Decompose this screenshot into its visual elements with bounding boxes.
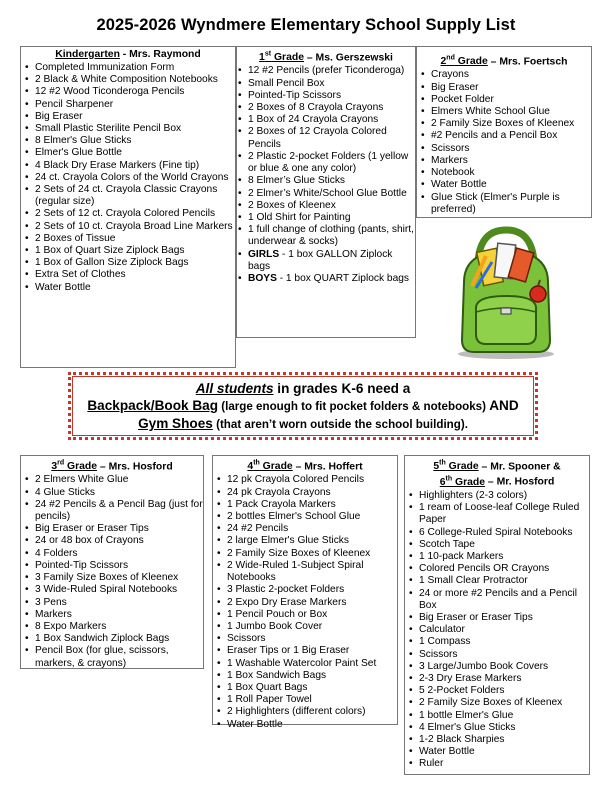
list-item: • #2 Pencils and a Pencil Box (417, 130, 591, 142)
list-item: • 2 Family Size Boxes of Kleenex (417, 118, 591, 130)
fourth-grade-list-box (212, 455, 398, 730)
list-item: • 12 pk Crayola Colored Pencils (213, 474, 397, 486)
list-item: • 2 Elmers White Glue (21, 474, 203, 486)
list-item: • Small Plastic Sterilite Pencil Box (21, 123, 235, 135)
list-item: • Water Bottle (213, 719, 397, 731)
list-item: • 5 2-Pocket Folders (405, 685, 589, 697)
list-item: • 4 Folders (21, 548, 203, 560)
second-grade-number: 2 (440, 56, 447, 68)
second-grade-header (417, 53, 591, 68)
list-item: • 2 Elmer’s White/School Glue Bottle (237, 188, 415, 200)
fifth-grade-label: Grade (445, 461, 479, 473)
list-item: • 1 Roll Paper Towel (213, 694, 397, 706)
fifth-grade-number: 5 (433, 461, 440, 473)
list-item: • 2 Expo Dry Erase Markers (213, 597, 397, 609)
banner-all-students: All students (195, 381, 274, 396)
list-item: • 24 #2 Pencils & a Pencil Bag (just for pencils) (21, 499, 203, 523)
list-item: • 2 Black & White Composition Notebooks (21, 74, 235, 86)
list-item: • 8 Elmer’s Glue Sticks (237, 175, 415, 187)
banner-backpack-note: (large enough to fit pocket folders & notebooks) (218, 400, 490, 413)
list-item: • 1 Pencil Pouch or Box (213, 609, 397, 621)
list-item: • Water Bottle (21, 282, 235, 294)
list-item: • 1-2 Black Sharpies (405, 734, 589, 746)
sixth-grade-teacher: – Mr. Hosford (485, 476, 555, 488)
all-students-banner (68, 372, 538, 440)
list-item: • 24 or 48 box of Crayons (21, 535, 203, 547)
third-grade-list-box (20, 455, 204, 669)
list-item: • 2-3 Dry Erase Markers (405, 673, 589, 685)
list-item: • 24 #2 Pencils (213, 523, 397, 535)
fourth-grade-number: 4 (247, 461, 254, 473)
list-item: • 2 Family Size Boxes of Kleenex (405, 697, 589, 709)
girls-text: - 1 box GALLON Ziplock bags (248, 248, 393, 272)
first-grade-label: Grade (271, 52, 304, 64)
fifth-grade-teacher: – Mr. Spooner & (478, 461, 561, 473)
backpack-illustration (446, 222, 566, 362)
list-item: • Pointed-Tip Scissors (237, 90, 415, 102)
third-grade-header (21, 458, 203, 473)
list-item: • 1 Washable Watercolor Paint Set (213, 658, 397, 670)
list-item: • 2 Boxes of 8 Crayola Crayons (237, 102, 415, 114)
list-item: • 2 Wide-Ruled 1-Subject Spiral Notebooks (213, 560, 397, 584)
fourth-grade-items (213, 474, 397, 730)
list-item: • 3 Pens (21, 597, 203, 609)
fourth-grade-suffix: th (253, 460, 260, 467)
banner-and: AND (489, 398, 519, 413)
list-item: • Elmer's Glue Bottle (21, 147, 235, 159)
kindergarten-grade-label: Kindergarten (55, 49, 120, 60)
list-item: • Highlighters (2-3 colors) (405, 490, 589, 502)
fourth-grade-header (213, 458, 397, 473)
fifth-sixth-grade-items (405, 490, 589, 771)
sixth-grade-suffix: th (445, 475, 453, 483)
second-grade-suffix: nd (446, 55, 455, 62)
first-grade-items (237, 65, 415, 248)
fourth-grade-label: Grade (259, 461, 293, 473)
fifth-sixth-grade-list-box (404, 455, 590, 775)
list-item: • 2 Family Size Boxes of Kleenex (213, 548, 397, 560)
list-item: • Scissors (213, 633, 397, 645)
third-grade-number: 3 (51, 461, 58, 473)
list-item: • Calculator (405, 624, 589, 636)
list-item: • Eraser Tips or 1 Big Eraser (213, 645, 397, 657)
first-grade-teacher: – Ms. Gerszewski (303, 52, 393, 64)
list-item: • Pointed-Tip Scissors (21, 560, 203, 572)
list-item: • 3 Family Size Boxes of Kleenex (21, 572, 203, 584)
list-item: • 2 bottles Elmer's School Glue (213, 511, 397, 523)
list-item: • 2 Boxes of Kleenex (237, 200, 415, 212)
apple-icon (530, 286, 546, 302)
list-item: • Scissors (405, 649, 589, 661)
list-item: • 8 Expo Markers (21, 621, 203, 633)
list-item: • 2 Boxes of 12 Crayola Colored Pencils (237, 126, 415, 150)
list-item: • Big Eraser (21, 111, 235, 123)
list-item: • 1 bottle Elmer's Glue (405, 710, 589, 722)
banner-backpack: Backpack/Book Bag (87, 398, 219, 413)
sixth-grade-number: 6 (439, 476, 446, 488)
list-item: • 1 Old Shirt for Painting (237, 212, 415, 224)
list-item (237, 249, 415, 273)
kindergarten-teacher: - Mrs. Raymond (119, 49, 201, 60)
list-item: • Extra Set of Clothes (21, 269, 235, 281)
first-grade-suffix: st (264, 51, 272, 58)
list-item: • 1 Compass (405, 636, 589, 648)
second-grade-teacher: – Mrs. Foertsch (487, 56, 568, 68)
list-item: • 2 Plastic 2-pocket Folders (1 yellow or blue & one any color) (237, 151, 415, 175)
boys-label: BOYS (248, 272, 277, 284)
list-item: • 2 Sets of 12 ct. Crayola Colored Pencils (21, 208, 235, 220)
list-item: • 2 Sets of 24 ct. Crayola Classic Crayons (regular size) (21, 184, 235, 208)
list-item: • 12 #2 Wood Ticonderoga Pencils (21, 86, 235, 98)
list-item: • 12 #2 Pencils (prefer Ticonderoga) (237, 65, 415, 77)
list-item: • 6 College-Ruled Spiral Notebooks (405, 527, 589, 539)
list-item: • 3 Plastic 2-pocket Folders (213, 584, 397, 596)
zipper-pull-icon (501, 308, 511, 314)
list-item: • 1 ream of Loose-leaf College Ruled Paper (405, 502, 589, 526)
list-item: • 1 Box of Gallon Size Ziplock Bags (21, 257, 235, 269)
list-item: • Big Eraser or Eraser Tips (405, 612, 589, 624)
list-item: • Big Eraser or Eraser Tips (21, 523, 203, 535)
list-item: • 1 10-pack Markers (405, 551, 589, 563)
list-item: • Pocket Folder (417, 94, 591, 106)
list-item: • Ruler (405, 758, 589, 770)
list-item: • Notebook (417, 167, 591, 179)
list-item: • 4 Glue Sticks (21, 487, 203, 499)
list-item: • Colored Pencils OR Crayons (405, 563, 589, 575)
list-item: • Pencil Box (for glue, scissors, markers, & crayons) (21, 645, 203, 669)
list-item: • Water Bottle (405, 746, 589, 758)
kindergarten-header (21, 49, 235, 61)
list-item: • 1 Jumbo Book Cover (213, 621, 397, 633)
list-item: • Scissors (417, 143, 591, 155)
list-item: • 1 full change of clothing (pants, shirt, underwear & socks) (237, 224, 415, 248)
fifth-grade-suffix: th (439, 460, 446, 467)
list-item: • 1 Box Quart Bags (213, 682, 397, 694)
page-title: 2025-2026 Wyndmere Elementary School Supply List (96, 16, 516, 34)
kindergarten-items (21, 62, 235, 294)
list-item: • 24 or more #2 Pencils and a Pencil Box (405, 588, 589, 612)
third-grade-items (21, 474, 203, 669)
list-item: • 2 large Elmer's Glue Sticks (213, 535, 397, 547)
first-grade-header (237, 49, 415, 64)
list-item: • 8 Elmer's Glue Sticks (21, 135, 235, 147)
list-item: • 1 Pack Crayola Markers (213, 499, 397, 511)
second-grade-list-box (416, 46, 592, 218)
list-item: • 1 Box Sandwich Ziplock Bags (21, 633, 203, 645)
list-item: • 24 ct. Crayola Colors of the World Crayons (21, 172, 235, 184)
list-item: • Glue Stick (Elmer's Purple is preferred) (417, 192, 591, 216)
list-item: • 4 Elmer's Glue Sticks (405, 722, 589, 734)
list-item (237, 273, 415, 285)
list-item: • Markers (21, 609, 203, 621)
kindergarten-list-box (20, 46, 236, 368)
second-grade-items (417, 69, 591, 215)
third-grade-suffix: rd (57, 460, 65, 467)
sixth-grade-header (405, 473, 589, 488)
second-grade-label: Grade (454, 56, 488, 68)
list-item: • 3 Wide-Ruled Spiral Notebooks (21, 584, 203, 596)
list-item: • Pencil Sharpener (21, 99, 235, 111)
first-grade-list-box (236, 46, 416, 338)
list-item: • Elmers White School Glue (417, 106, 591, 118)
list-item: • Markers (417, 155, 591, 167)
list-item: • 2 Boxes of Tissue (21, 233, 235, 245)
third-grade-teacher: – Mrs. Hosford (97, 461, 173, 473)
banner-gym-note: (that aren’t worn outside the school building). (212, 418, 468, 431)
list-item: • 4 Black Dry Erase Markers (Fine tip) (21, 160, 235, 172)
third-grade-label: Grade (64, 461, 98, 473)
list-item: • 1 Box Sandwich Bags (213, 670, 397, 682)
list-item: • 24 pk Crayola Crayons (213, 487, 397, 499)
list-item: • Small Pencil Box (237, 78, 415, 90)
list-item: • 2 Sets of 10 ct. Crayola Broad Line Markers (21, 221, 235, 233)
fourth-grade-teacher: – Mrs. Hoffert (292, 461, 363, 473)
list-item: • Water Bottle (417, 179, 591, 191)
banner-gym-shoes: Gym Shoes (138, 416, 213, 431)
first-grade-number: 1 (259, 52, 265, 64)
list-item: • 1 Box of 24 Crayola Crayons (237, 114, 415, 126)
list-item: • 2 Highlighters (different colors) (213, 706, 397, 718)
list-item: • Crayons (417, 69, 591, 81)
list-item: • 3 Large/Jumbo Book Covers (405, 661, 589, 673)
banner-line1-text: in grades K-6 need a (273, 381, 411, 396)
backpack-pocket (476, 296, 536, 344)
list-item: • Scotch Tape (405, 539, 589, 551)
list-item: • Completed Immunization Form (21, 62, 235, 74)
fifth-grade-header (405, 458, 589, 473)
girls-label: GIRLS (248, 248, 280, 260)
sixth-grade-label: Grade (452, 476, 486, 488)
boys-text: - 1 box QUART Ziplock bags (276, 272, 409, 284)
list-item: • Big Eraser (417, 82, 591, 94)
list-item: • 1 Small Clear Protractor (405, 575, 589, 587)
list-item: • 1 Box of Quart Size Ziplock Bags (21, 245, 235, 257)
